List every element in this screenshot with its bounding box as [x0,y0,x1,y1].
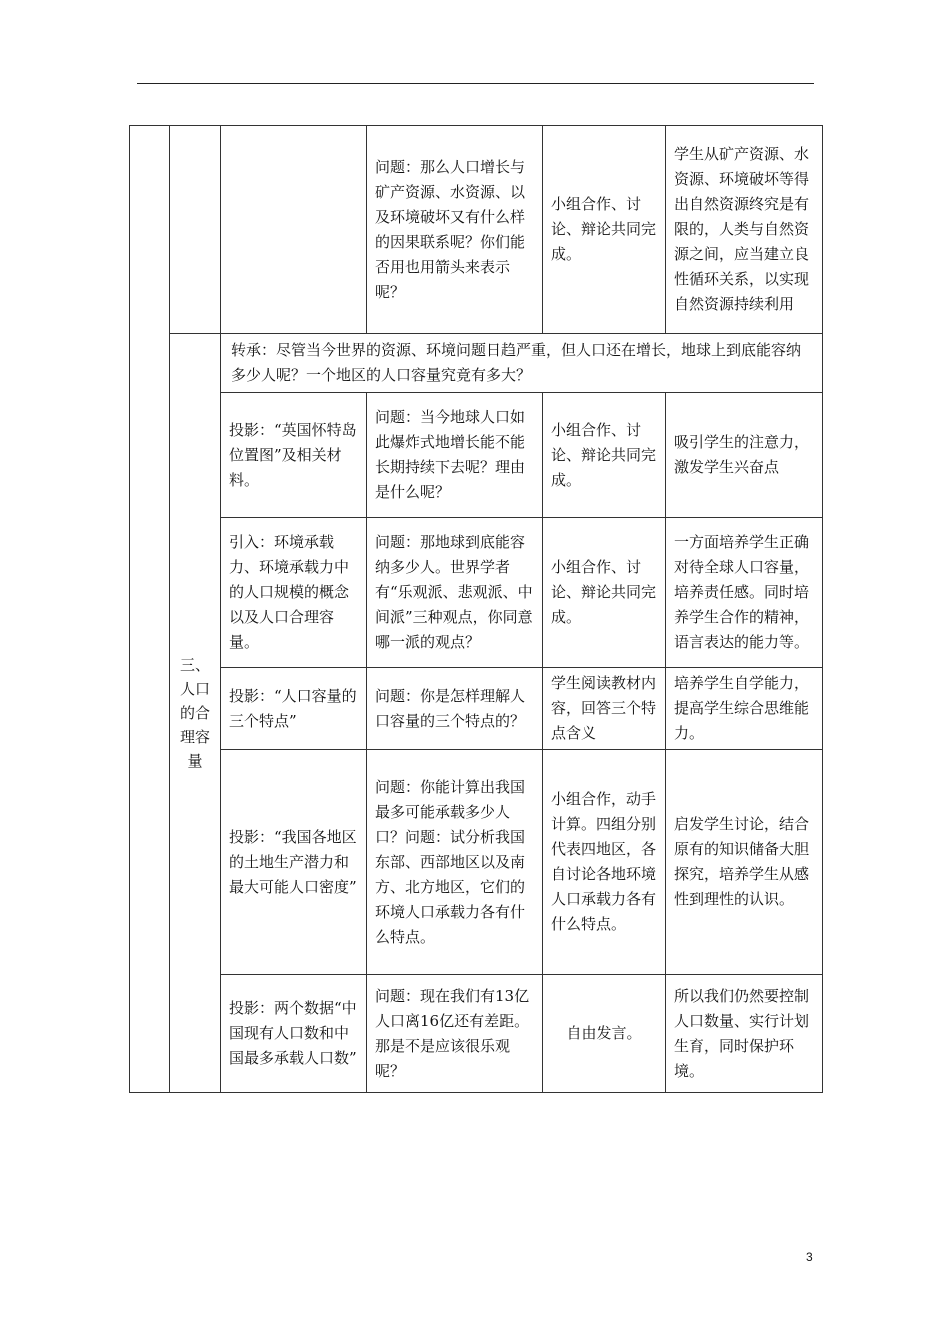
table-row [130,750,823,975]
page-number: 3 [806,1250,813,1264]
teacher-activity-cell: 投影：“我国各地区的土地生产潜力和最大可能人口密度” [221,750,367,975]
student-activity-cell: 小组合作、讨论、辩论共同完成。 [543,518,666,668]
teacher-activity-cell: 投影：两个数据“中国现有人口数和中国最多承载人口数” [221,975,367,1093]
student-activity-cell: 小组合作，动手计算。四组分别代表四地区，各自讨论各地环境人口承载力各有什么特点。 [543,750,666,975]
teacher-activity-cell: 投影：“英国怀特岛位置图”及相关材料。 [221,393,367,518]
transition-text: 转承：尽管当今世界的资源、环境问题日趋严重，但人口还在增长，地球上到底能容纳多少人呢？一个地区的人口容量究竟有多大？ [221,334,823,393]
table-row [130,518,823,668]
question-cell: 问题：那么人口增长与矿产资源、水资源、以及环境破坏又有什么样的因果联系呢？你们能否用也用箭头来表示呢？ [367,126,543,334]
question-cell: 问题：你能计算出我国最多可能承载多少人口？问题：试分析我国东部、西部地区以及南方、北方地区，它们的环境人口承载力各有什么特点。 [367,750,543,975]
header-rule [137,83,814,84]
student-activity-cell: 小组合作、讨论、辩论共同完成。 [543,126,666,334]
design-intent-cell: 一方面培养学生正确对待全球人口容量，培养责任感。同时培养学生合作的精神，语言表达的能力等。 [666,518,823,668]
teacher-activity-cell: 投影：“人口容量的三个特点” [221,668,367,750]
student-activity-cell: 小组合作、讨论、辩论共同完成。 [543,393,666,518]
outer-column-cell [130,126,170,1093]
student-activity-cell: 学生阅读教材内容，回答三个特点含义 [543,668,666,750]
table-row [130,668,823,750]
table-row [130,334,823,393]
table-row [130,126,823,334]
design-intent-cell: 启发学生讨论，结合原有的知识储备大胆探究，培养学生从感性到理性的认识。 [666,750,823,975]
section-title-cell: 三、人口的合理容量 [170,334,221,1093]
design-intent-cell: 学生从矿产资源、水资源、环境破坏等得出自然资源终究是有限的，人类与自然资源之间，应当建立良性循环关系，以实现自然资源持续利用 [666,126,823,334]
lesson-plan-table [129,125,823,1093]
teacher-activity-cell: 引入：环境承载力、环境承载力中的人口规模的概念以及人口合理容量。 [221,518,367,668]
question-cell: 问题：当今地球人口如此爆炸式地增长能不能长期持续下去呢？理由是什么呢？ [367,393,543,518]
question-cell: 问题：那地球到底能容纳多少人。世界学者有“乐观派、悲观派、中间派”三种观点，你同意哪一派的观点？ [367,518,543,668]
question-cell: 问题：你是怎样理解人口容量的三个特点的？ [367,668,543,750]
table-row [130,393,823,518]
design-intent-cell: 吸引学生的注意力，激发学生兴奋点 [666,393,823,518]
design-intent-cell: 培养学生自学能力，提高学生综合思维能力。 [666,668,823,750]
design-intent-cell: 所以我们仍然要控制人口数量、实行计划生育，同时保护环境。 [666,975,823,1093]
table-row [130,975,823,1093]
student-activity-cell: 自由发言。 [543,975,666,1093]
section-cell-previous [170,126,221,334]
question-cell: 问题：现在我们有13亿人口离16亿还有差距。那是不是应该很乐观呢？ [367,975,543,1093]
teacher-activity-cell [221,126,367,334]
